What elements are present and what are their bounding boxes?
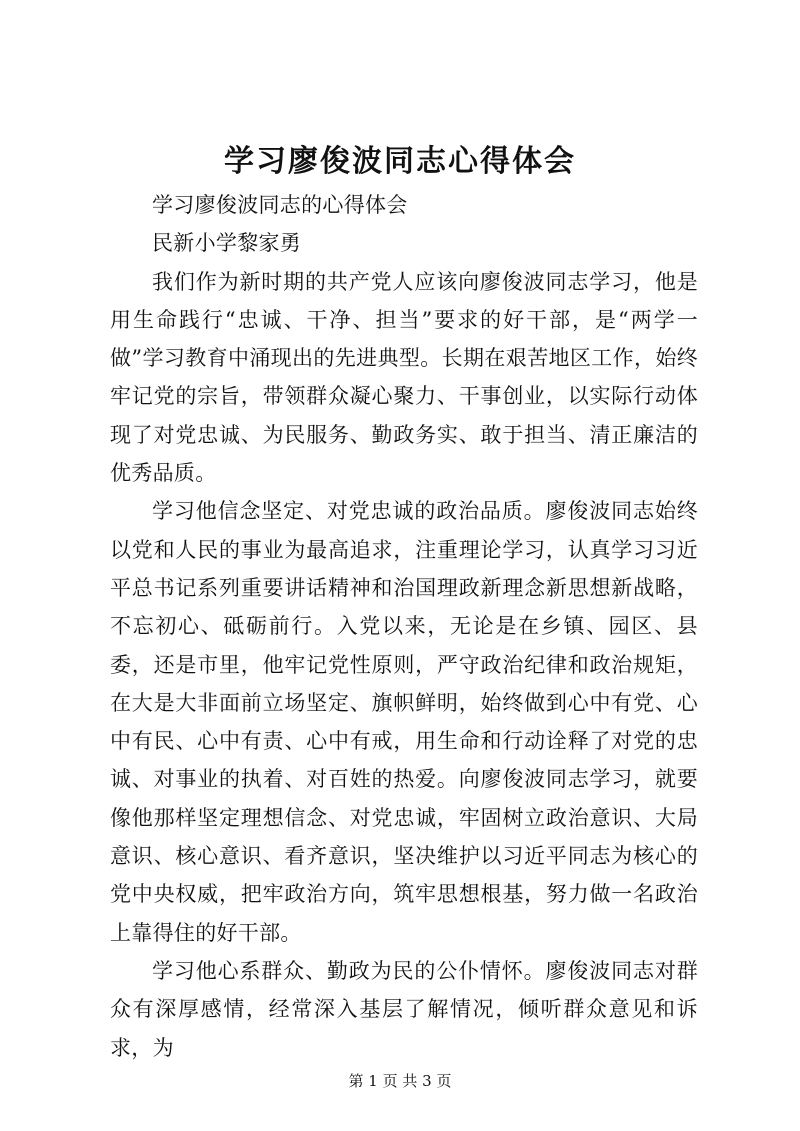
document-title: 学习廖俊波同志心得体会 [224,144,576,179]
political-quality-paragraph: 学习他信念坚定、对党忠诚的政治品质。廖俊波同志始终以党和人民的事业为最高追求，注重理论学习，认真学习习近平总书记系列重要讲话精神和治国理政新理念新思想新战略，不忘初心、砥砺前行。入党以来，无论是在乡镇、园区、县委，还是市里，他牢记党性原则，严守政治纪律和政治规矩，在大是大非面前立场坚定、旗帜鲜明，始终做到心中有党、心中有民、心中有责、心中有戒，用生命和行动诠释了对党的忠诚、对事业的执着、对百姓的热爱。向廖俊波同志学习，就要像他那样坚定理想信念、对党忠诚，牢固树立政治意识、大局意识、核心意识、看齐意识，坚决维护以习近平同志为核心的党中央权威，把牢政治方向，筑牢思想根基，努力做一名政治上靠得住的好干部。 [110,499,698,945]
public-servant-paragraph: 学习他心系群众、勤政为民的公仆情怀。廖俊波同志对群众有深厚感情，经常深入基层了解情况，倾听群众意见和诉求，为 [110,958,698,1060]
subtitle-paragraph: 学习廖俊波同志的心得体会 [152,193,408,217]
author-paragraph: 民新小学黎家勇 [152,231,302,256]
intro-paragraph: 我们作为新时期的共产党人应该向廖俊波同志学习，他是用生命践行“忠诚、干净、担当”要求的好干部，是“两学一做”学习教育中涌现出的先进典型。长期在艰苦地区工作，始终牢记党的宗旨，带领群众凝心聚力、干事创业，以实际行动体现了对党忠诚、为民服务、勤政务实、敢于担当、清正廉洁的优秀品质。 [110,269,698,486]
page-number-footer: 第 1 页 共 3 页 [348,1072,452,1090]
document-body [110,186,698,1067]
